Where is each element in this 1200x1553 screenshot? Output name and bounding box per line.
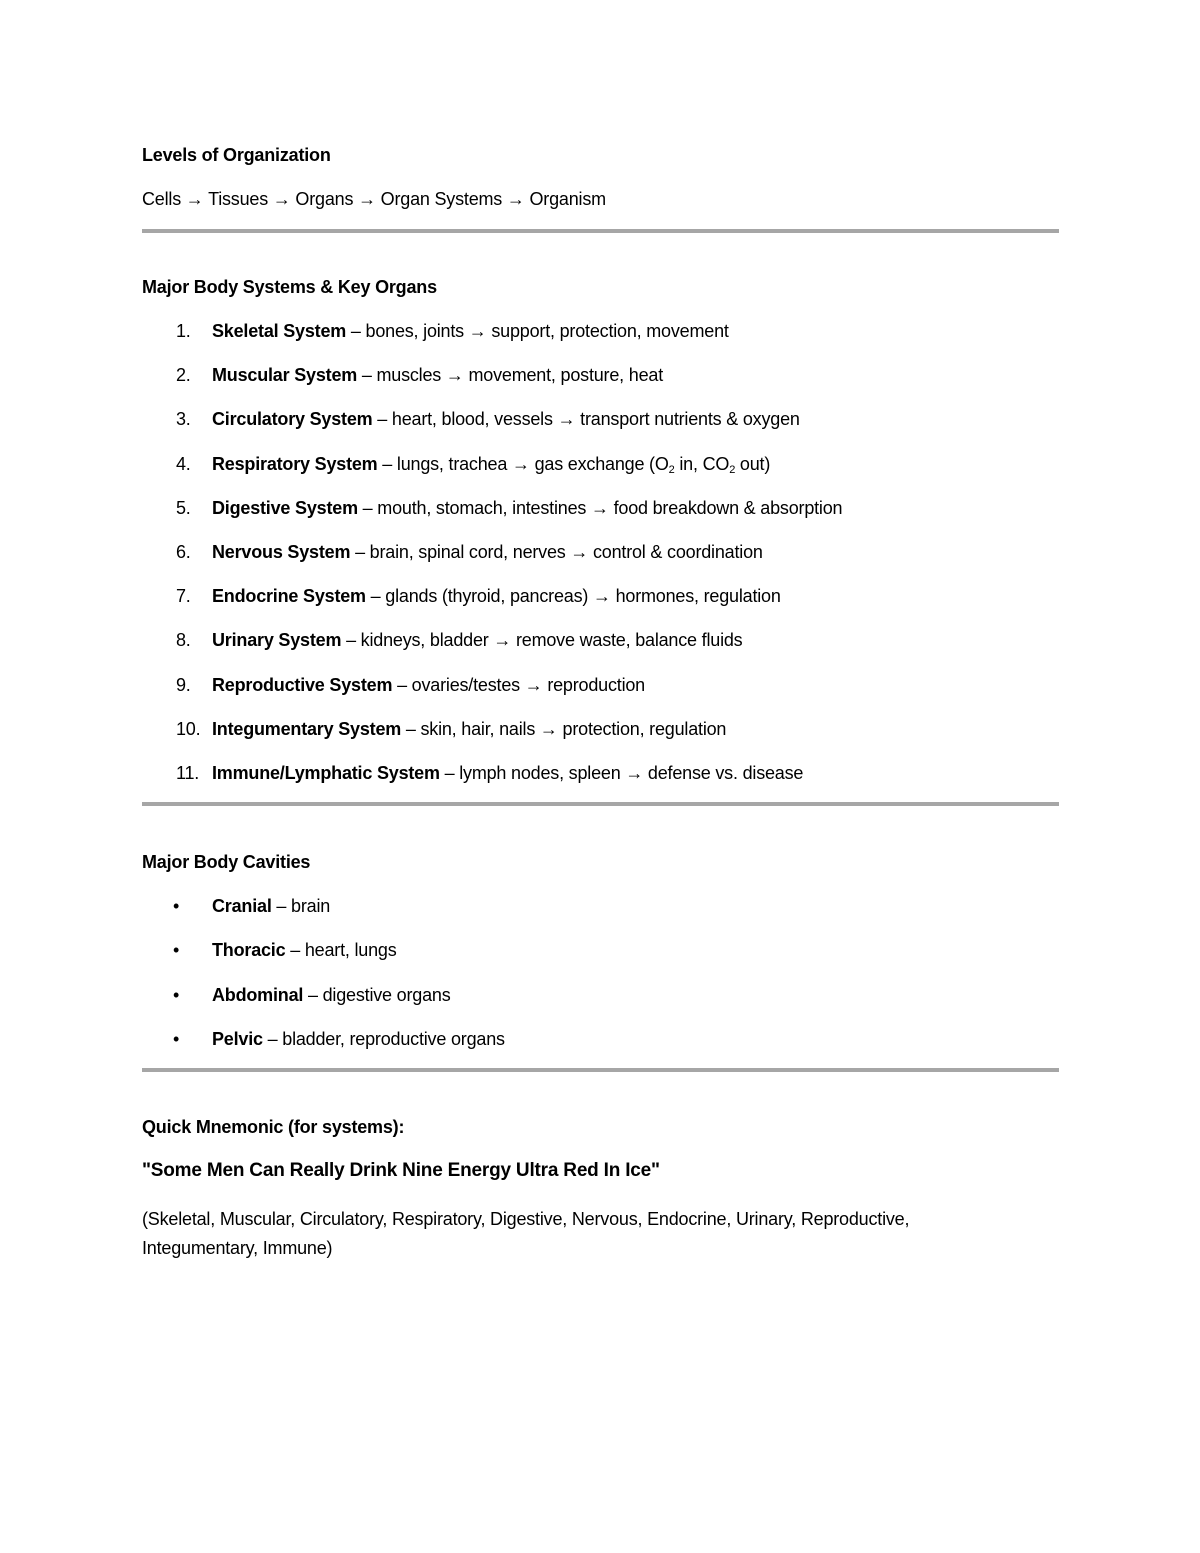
list-number: 1.: [176, 321, 191, 341]
bullet-icon: •: [173, 984, 180, 1005]
list-item: [142, 316, 1059, 346]
list-number: 11.: [176, 762, 200, 783]
system-term: Urinary System: [212, 630, 342, 651]
section-divider: [142, 802, 1059, 806]
list-item: [142, 1024, 1059, 1054]
system-desc: – lymph nodes, spleen → defense vs. disease: [439, 762, 804, 783]
system-desc: – heart, blood, vessels → transport nutrients & oxygen: [372, 409, 800, 430]
list-number: 3.: [176, 409, 191, 430]
system-term: Integumentary System: [212, 718, 402, 739]
cavities-list: [142, 891, 1059, 1055]
system-term: Muscular System: [212, 365, 358, 386]
system-desc: – ovaries/testes → reproduction: [392, 674, 645, 695]
system-desc: – brain, spinal cord, nerves → control & coordination: [350, 541, 763, 562]
list-number: 2.: [176, 365, 191, 386]
list-item: [142, 891, 1059, 921]
cavity-desc: – brain: [271, 895, 331, 916]
system-term: Respiratory System: [212, 453, 378, 474]
list-number: 10.: [176, 718, 201, 739]
cavity-desc: – heart, lungs: [285, 940, 397, 961]
system-term: Skeletal System: [212, 321, 347, 341]
cavity-term: Pelvic: [212, 1029, 263, 1050]
section-divider: [142, 229, 1059, 233]
system-term: Endocrine System: [212, 586, 366, 607]
list-item: [142, 714, 1059, 744]
cavity-term: Thoracic: [212, 940, 286, 961]
list-item: [142, 758, 1059, 788]
bullet-icon: •: [173, 895, 180, 916]
system-desc: – kidneys, bladder → remove waste, balance fluids: [341, 630, 743, 651]
list-number: 4.: [176, 453, 191, 474]
levels-heading: Levels of Organization: [142, 145, 331, 165]
cavities-heading: Major Body Cavities: [142, 851, 311, 872]
list-item: [142, 670, 1059, 700]
systems-heading: Major Body Systems & Key Organs: [142, 277, 437, 297]
list-item: [142, 581, 1059, 611]
systems-list: [142, 316, 1059, 788]
cavity-desc: – digestive organs: [303, 984, 451, 1005]
list-item: [142, 980, 1059, 1010]
cavity-term: Abdominal: [212, 984, 304, 1005]
list-item: [142, 935, 1059, 965]
system-desc: – glands (thyroid, pancreas) → hormones, regulation: [365, 586, 781, 607]
list-number: 7.: [176, 586, 191, 607]
list-item: [142, 360, 1059, 390]
bullet-icon: •: [173, 1029, 180, 1050]
document-content: [142, 140, 1059, 1263]
list-item: [142, 493, 1059, 523]
levels-text: Cells → Tissues → Organs → Organ Systems → Organism: [142, 189, 606, 209]
system-desc: in, CO: [674, 453, 730, 474]
system-desc: – muscles → movement, posture, heat: [357, 365, 663, 386]
system-term: Immune/Lymphatic System: [212, 762, 440, 783]
system-term: Reproductive System: [212, 674, 393, 695]
list-item: [142, 537, 1059, 567]
system-term: Circulatory System: [212, 409, 373, 430]
list-number: 5.: [176, 497, 191, 518]
list-item: [142, 404, 1059, 434]
list-number: 9.: [176, 674, 191, 695]
cavity-term: Cranial: [212, 895, 272, 916]
system-term: Digestive System: [212, 497, 358, 518]
system-desc: – mouth, stomach, intestines → food breakdown & absorption: [357, 497, 843, 518]
system-desc: out): [735, 453, 771, 474]
mnemonic-phrase: "Some Men Can Really Drink Nine Energy Ultra Red In Ice": [142, 1160, 660, 1182]
mnemonic-explanation-line: (Skeletal, Muscular, Circulatory, Respiratory, Digestive, Nervous, Endocrine, Urinary, Reproductive,: [142, 1209, 910, 1230]
system-term: Nervous System: [212, 541, 351, 562]
cavity-desc: – bladder, reproductive organs: [262, 1029, 505, 1050]
list-number: 6.: [176, 541, 191, 562]
list-number: 8.: [176, 630, 191, 651]
system-desc: – skin, hair, nails → protection, regulation: [401, 718, 727, 739]
list-item: [142, 625, 1059, 655]
section-divider: [142, 1068, 1059, 1072]
system-desc: – lungs, trachea → gas exchange (O: [377, 453, 669, 474]
subscript: 2: [729, 463, 736, 476]
bullet-icon: •: [173, 940, 180, 961]
list-item: [142, 449, 1059, 479]
subscript: 2: [668, 463, 675, 476]
system-desc: – bones, joints → support, protection, movement: [346, 321, 729, 341]
mnemonic-heading: Quick Mnemonic (for systems):: [142, 1117, 405, 1138]
mnemonic-explanation-line: Integumentary, Immune): [142, 1238, 333, 1259]
